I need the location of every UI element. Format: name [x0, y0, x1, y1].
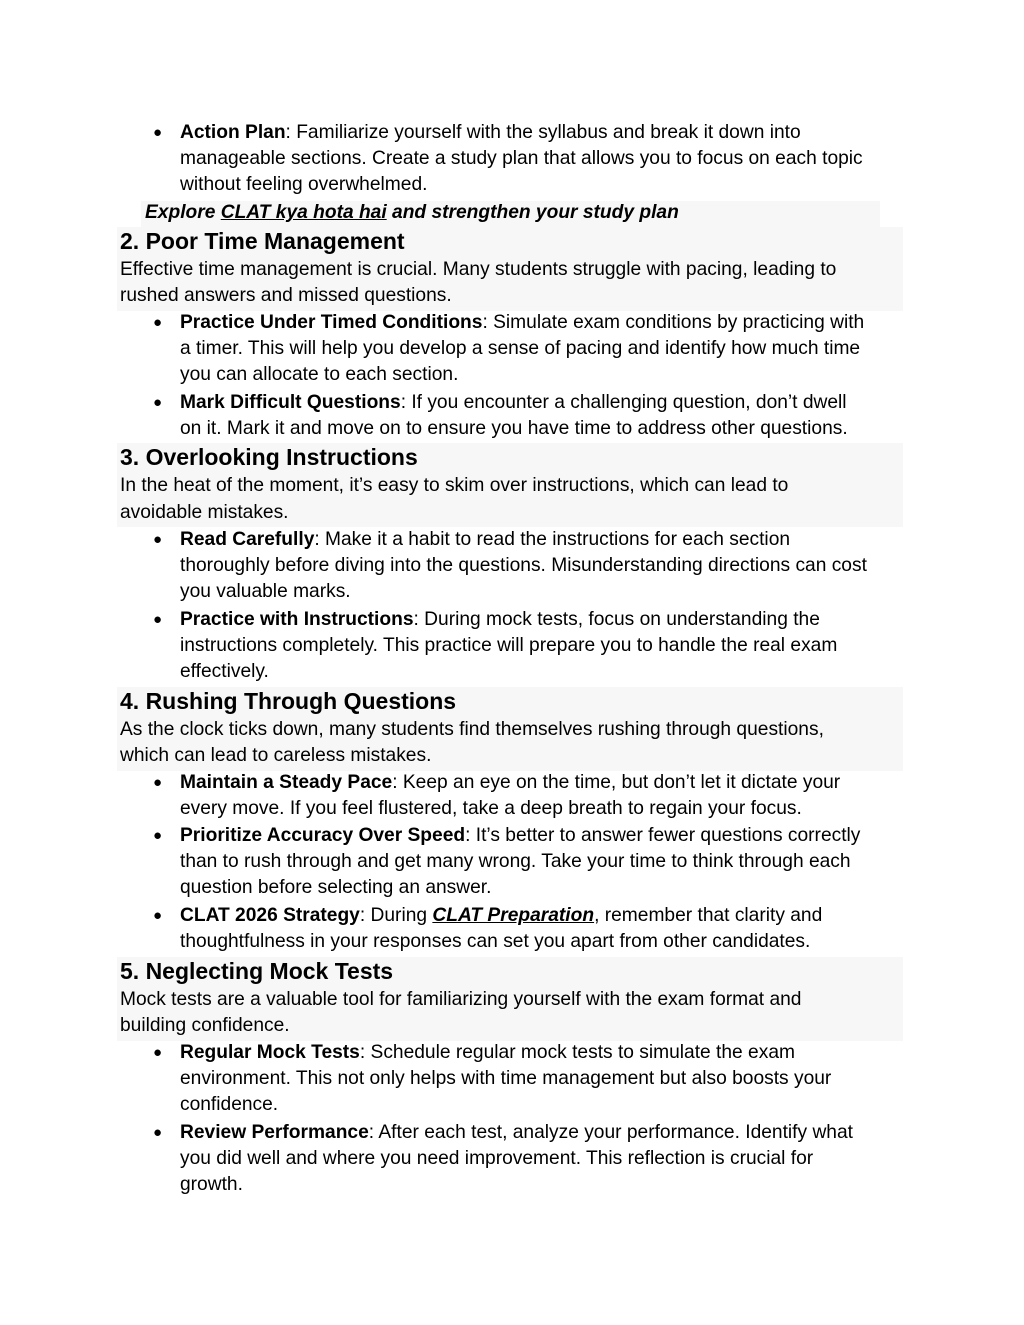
bullet-text: you did well and where you need improvement. This reflection is crucial for	[180, 1148, 814, 1169]
bullet-label: Prioritize Accuracy Over Speed	[180, 825, 466, 846]
bullet-text: : After each test, analyze your performance. Identify what	[368, 1122, 853, 1143]
intro-text: building confidence.	[120, 1015, 290, 1036]
bullet-text: : Make it a habit to read the instructions for each section	[314, 529, 791, 550]
intro-text: In the heat of the moment, it’s easy to skim over instructions, which can lead to	[120, 475, 789, 496]
bullet-glyph: ●	[153, 827, 163, 844]
bullet-label: Practice with Instructions	[180, 609, 414, 630]
bullet-text: : Simulate exam conditions by practicing with	[482, 312, 865, 333]
explore-line	[145, 200, 679, 226]
bullet-text: : Familiarize yourself with the syllabus and break it down into	[285, 122, 801, 143]
bullet-text: than to rush through and get many wrong. Take your time to think through each	[180, 851, 851, 872]
bullet-label: Review Performance	[180, 1122, 369, 1143]
intro-text: Mock tests are a valuable tool for familiarizing yourself with the exam format and	[120, 989, 802, 1010]
bullet-text: : It’s better to answer fewer questions correctly	[465, 825, 861, 846]
bullet-glyph: ●	[153, 531, 163, 548]
bullet-text: you can allocate to each section.	[180, 364, 459, 385]
bullet-text: thoughtfulness in your responses can set you apart from other candidates.	[180, 931, 811, 952]
bullet-text: a timer. This will help you develop a sense of pacing and identify how much time	[180, 338, 861, 359]
bullet-text: manageable sections. Create a study plan that allows you to focus on each topic	[180, 148, 863, 169]
heading-section-3: 3. Overlooking Instructions	[120, 444, 418, 470]
bullet-review-performance	[180, 1120, 853, 1146]
bullet-label: CLAT 2026 Strategy	[180, 905, 360, 926]
bullet-text: , remember that clarity and	[594, 905, 823, 926]
intro-text: avoidable mistakes.	[120, 502, 289, 523]
bullet-label: Regular Mock Tests	[180, 1042, 360, 1063]
bullet-text: thoroughly before diving into the questions. Misunderstanding directions can cost	[180, 555, 867, 576]
bullet-action-plan	[180, 120, 801, 146]
intro-text: rushed answers and missed questions.	[120, 285, 452, 306]
bullet-label: Maintain a Steady Pace	[180, 772, 393, 793]
heading-section-5: 5. Neglecting Mock Tests	[120, 958, 394, 984]
bullet-text: : During	[359, 905, 433, 926]
bullet-text: you valuable marks.	[180, 581, 351, 602]
bullet-glyph: ●	[153, 394, 163, 411]
bullet-regular-mock-tests	[180, 1040, 795, 1066]
clat-kya-hota-hai-link[interactable]: CLAT kya hota hai	[220, 202, 387, 223]
bullet-glyph: ●	[153, 907, 163, 924]
bullet-text: without feeling overwhelmed.	[180, 174, 428, 195]
bullet-text: : During mock tests, focus on understanding the	[413, 609, 820, 630]
heading-section-4: 4. Rushing Through Questions	[120, 688, 457, 714]
explore-prefix: Explore	[145, 202, 221, 223]
intro-text: Effective time management is crucial. Many students struggle with pacing, leading to	[120, 259, 837, 280]
bullet-timed-conditions	[180, 310, 864, 336]
bullet-read-carefully	[180, 527, 790, 553]
bullet-text: : If you encounter a challenging question, don’t dwell	[400, 392, 847, 413]
heading-section-2: 2. Poor Time Management	[120, 228, 405, 254]
bullet-clat-strategy	[180, 903, 822, 929]
intro-text: which can lead to careless mistakes.	[120, 745, 432, 766]
bullet-glyph: ●	[153, 124, 163, 141]
bullet-practice-instructions	[180, 607, 820, 633]
explore-suffix: and strengthen your study plan	[386, 202, 679, 223]
bullet-glyph: ●	[153, 611, 163, 628]
clat-preparation-link[interactable]: CLAT Preparation	[432, 905, 595, 926]
bullet-label: Read Carefully	[180, 529, 315, 550]
bullet-text: : Schedule regular mock tests to simulate the exam	[359, 1042, 795, 1063]
bullet-text: confidence.	[180, 1094, 279, 1115]
bullet-text: every move. If you feel flustered, take a deep breath to regain your focus.	[180, 798, 802, 819]
bullet-glyph: ●	[153, 1044, 163, 1061]
bullet-glyph: ●	[153, 774, 163, 791]
bullet-text: effectively.	[180, 661, 269, 682]
bullet-text: on it. Mark it and move on to ensure you have time to address other questions.	[180, 418, 848, 439]
intro-text: As the clock ticks down, many students find themselves rushing through questions,	[120, 719, 824, 740]
bullet-label: Action Plan	[180, 122, 286, 143]
bullet-glyph: ●	[153, 1124, 163, 1141]
bullet-label: Mark Difficult Questions	[180, 392, 401, 413]
bullet-glyph: ●	[153, 314, 163, 331]
bullet-text: question before selecting an answer.	[180, 877, 492, 898]
bullet-text: environment. This not only helps with time management but also boosts your	[180, 1068, 832, 1089]
bullet-text: : Keep an eye on the time, but don’t let it dictate your	[392, 772, 841, 793]
bullet-steady-pace	[180, 770, 840, 796]
bullet-accuracy-over-speed	[180, 823, 860, 849]
bullet-label: Practice Under Timed Conditions	[180, 312, 483, 333]
bullet-text: instructions completely. This practice will prepare you to handle the real exam	[180, 635, 838, 656]
bullet-mark-difficult	[180, 390, 847, 416]
bullet-text: growth.	[180, 1174, 243, 1195]
